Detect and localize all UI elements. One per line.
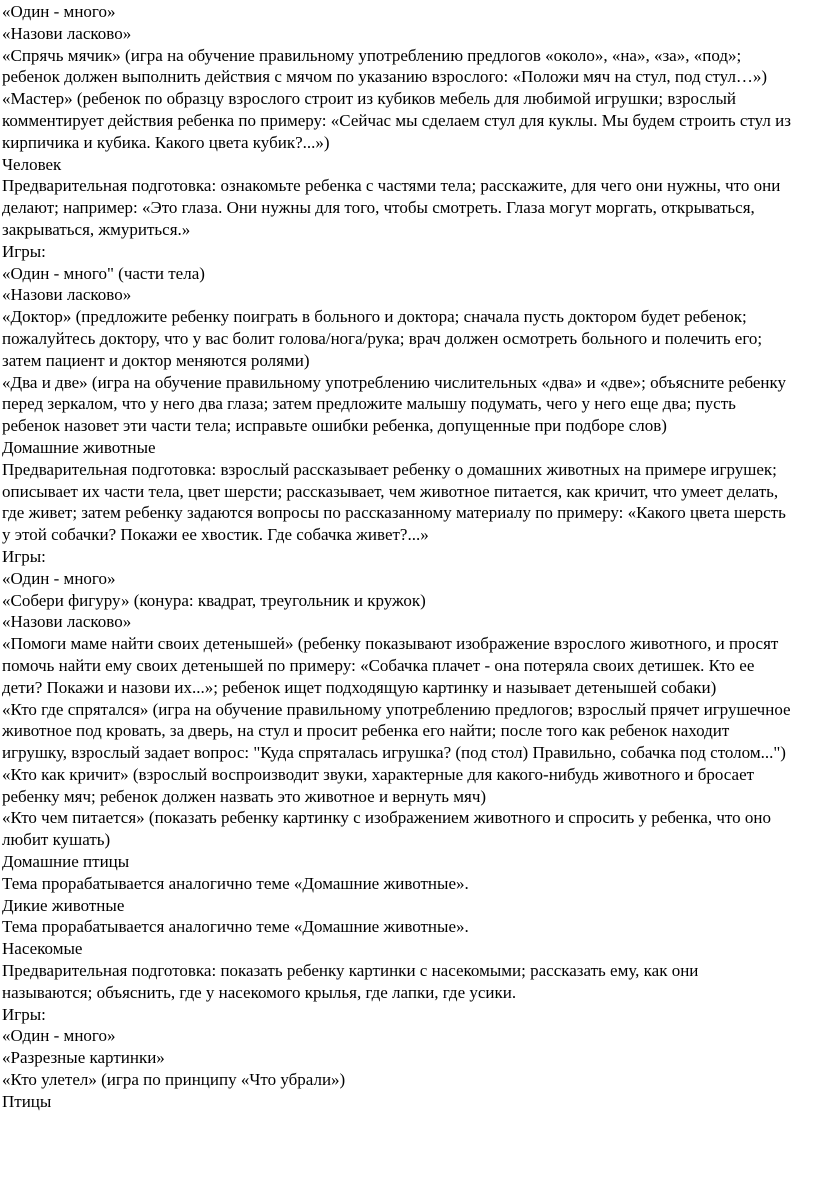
game-item-help-mother: «Помоги маме найти своих детенышей» (ребенку показывают изображение взрослого животного, и просят помочь найти ему своих детенышей по примеру: «Собачка плачет - она потеряла своих детишек. Кто ее дети? Покажи и назови их...»; ребенок ищет подходящую картинку и называет детенышей собаки)	[2, 634, 779, 697]
game-item-who-flew-away: «Кто улетел» (игра по принципу «Что убрали»)	[2, 1070, 346, 1090]
game-item-cut-pictures: «Разрезные картинки»	[2, 1048, 165, 1068]
game-item-one-many-body: «Один - много" (части тела)	[2, 263, 205, 283]
game-item-who-eats: «Кто чем питается» (показать ребенку картинку с изображением животного и спросить у ребенка, что оно любит кушать)	[2, 808, 771, 850]
section-heading-birds: Птицы	[2, 1091, 52, 1111]
game-item-assemble-figure: «Собери фигуру» (конура: квадрат, треугольник и кружок)	[2, 590, 426, 610]
section-heading-wild-animals: Дикие животные	[2, 895, 125, 915]
games-label: Игры:	[2, 546, 46, 566]
note-text-poultry: Тема прорабатывается аналогично теме «Домашние животные».	[2, 873, 469, 893]
game-item-two-and-two: «Два и две» (игра на обучение правильному употреблению числительных «два» и «две»; объясните ребенку перед зеркалом, что у него два глаза; затем предложите малышу подумать, чего у него еще два; пусть ребенок назовет эти части тела; исправьте ошибки ребенка, допущенные при подборе слов)	[2, 372, 787, 436]
game-item-one-many: «Один - много»	[2, 568, 116, 588]
game-item-master: «Мастер» (ребенок по образцу взрослого строит из кубиков мебель для любимой игрушки; взрослый комментирует действия ребенка по примеру: «Сейчас мы сделаем стул для куклы. Мы будем строить стул из кирпичика и кубика. Какого цвета кубик?...»)	[2, 89, 791, 152]
game-item-who-cries: «Кто как кричит» (взрослый воспроизводит звуки, характерные для какого-нибудь животного и бросает ребенку мяч; ребенок должен назвать это животное и вернуть мяч)	[2, 764, 755, 806]
game-item-doctor: «Доктор» (предложите ребенку поиграть в больного и доктора; сначала пусть доктором будет ребенок; пожалуйтесь доктору, что у вас болит голова/нога/рука; врач должен осмотреть больного и полечить его; затем пациент и доктор меняются ролями)	[2, 307, 763, 370]
note-text-wild-animals: Тема прорабатывается аналогично теме «Домашние животные».	[2, 917, 469, 937]
section-heading-pets: Домашние животные	[2, 437, 156, 457]
game-item-call-affectionately: «Назови ласково»	[2, 612, 132, 632]
preparation-text-insects: Предварительная подготовка: показать ребенку картинки с насекомыми; рассказать ему, как они называются; объяснить, где у насекомого крылья, где лапки, где усики.	[2, 961, 699, 1002]
game-item-call-affectionately: «Назови ласково»	[2, 23, 132, 43]
section-heading-poultry: Домашние птицы	[2, 852, 130, 872]
game-item-one-many: «Один - много»	[2, 2, 116, 21]
games-label: Игры:	[2, 241, 46, 261]
game-item-who-hid: «Кто где спрятался» (игра на обучение правильному употреблению предлогов; взрослый прячет игрушечное животное под кровать, за дверь, на стул и просит ребенка его найти; после того как ребенок находит игрушку, взрослый задает вопрос: "Куда спряталась игрушка? (под стол) Правильно, собачка под столом...")	[2, 699, 791, 763]
game-item-one-many: «Один - много»	[2, 1026, 116, 1046]
section-heading-human: Человек	[2, 154, 62, 174]
preparation-text-pets: Предварительная подготовка: взрослый рассказывает ребенку о домашних животных на примере игрушек; описывает их части тела, цвет шерсти; рассказывает, чем животное питается, как кричит, что умеет делать, где живет; затем ребенку задаются вопросы по рассказанному материалу по примеру: «Какого цвета шерсть у этой собачки? Покажи ее хвостик. Где собачка живет?...»	[2, 459, 786, 545]
games-label: Игры:	[2, 1004, 46, 1024]
section-heading-insects: Насекомые	[2, 939, 83, 959]
game-item-hide-ball: «Спрячь мячик» (игра на обучение правильному употреблению предлогов «около», «на», «за», «под»; ребенок должен выполнить действия с мячом по указанию взрослого: «Положи мяч на стул, под стул…»)	[2, 45, 768, 87]
game-item-call-affectionately: «Назови ласково»	[2, 285, 132, 305]
preparation-text-human: Предварительная подготовка: ознакомьте ребенка с частями тела; расскажите, для чего они нужны, что они делают; например: «Это глаза. Они нужны для того, чтобы смотреть. Глаза могут моргать, открываться, закрываться, жмуриться.»	[2, 176, 781, 239]
